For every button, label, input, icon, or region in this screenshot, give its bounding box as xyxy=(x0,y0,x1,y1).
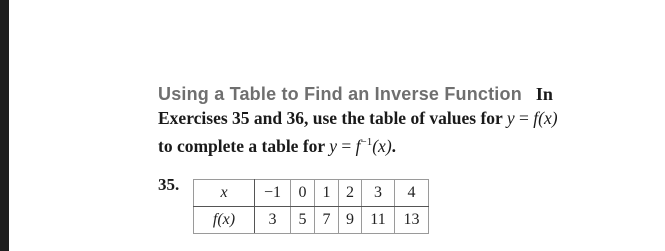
math-f: f xyxy=(533,108,539,128)
values-table xyxy=(193,179,429,234)
math-arg: (x) xyxy=(538,108,558,128)
table-cell: 1 xyxy=(315,180,339,207)
instruction-text: to complete a table for xyxy=(158,135,330,156)
section-title: Using a Table to Find an Inverse Function xyxy=(158,84,522,104)
instruction-text: Exercises 35 and 36, use the table of values for xyxy=(158,108,507,128)
left-edge-bar xyxy=(0,0,9,251)
math-equals: = xyxy=(337,135,356,156)
row-label-fx: f(x) xyxy=(194,207,255,234)
section-heading xyxy=(158,82,658,106)
math-equals: = xyxy=(514,108,534,128)
exercise-number: 35. xyxy=(158,175,180,194)
table-cell: −1 xyxy=(255,180,291,207)
table-cell: 7 xyxy=(315,207,339,234)
table-cell: 9 xyxy=(339,207,362,234)
math-arg: (x) xyxy=(372,135,392,156)
table-cell: 13 xyxy=(395,207,429,234)
row-label-x: x xyxy=(194,180,255,207)
table-cell: 3 xyxy=(255,207,291,234)
table-cell: 4 xyxy=(395,180,429,207)
table-row-x xyxy=(194,180,429,207)
table-row-fx xyxy=(194,207,429,234)
table-cell: 2 xyxy=(339,180,362,207)
table-cell: 3 xyxy=(362,180,395,207)
math-y: y xyxy=(506,108,515,128)
math-f: f xyxy=(355,135,361,156)
heading-continuation: In xyxy=(535,84,553,104)
sentence-period: . xyxy=(391,135,397,156)
math-y: y xyxy=(329,135,338,156)
table-cell: 5 xyxy=(291,207,315,234)
instruction-line-2 xyxy=(158,107,558,129)
table-cell: 11 xyxy=(362,207,395,234)
math-inverse-superscript: −1 xyxy=(360,136,373,148)
table-cell: 0 xyxy=(291,180,315,207)
instruction-line-3 xyxy=(158,131,396,157)
